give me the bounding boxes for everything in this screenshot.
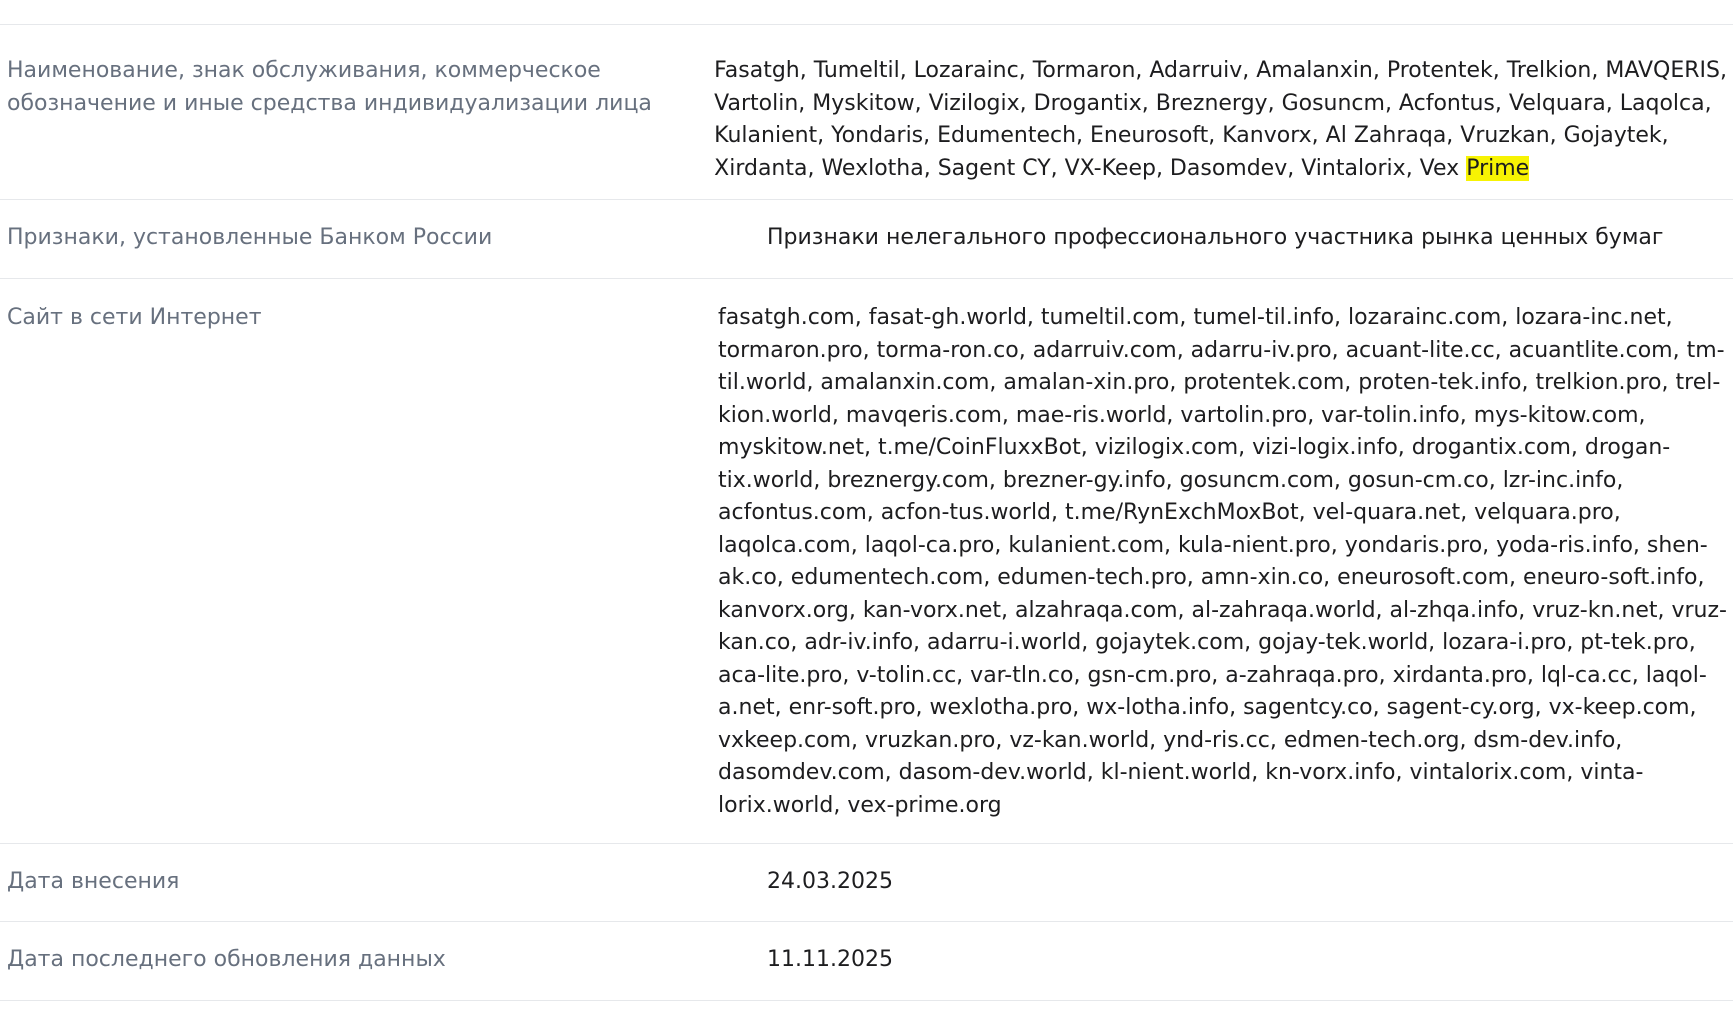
table-top-divider bbox=[0, 0, 1733, 25]
row-date-added-label: Дата внесения bbox=[7, 869, 180, 894]
row-name-last-line: Xirdanta, Wexlotha, Sagent CY, VX-Keep, Dasomdev, Vintalorix, Vex Prime bbox=[714, 155, 1530, 181]
row-date-updated bbox=[0, 922, 1733, 1001]
row-date-added bbox=[0, 844, 1733, 922]
row-site bbox=[0, 279, 1733, 844]
row-date-added-value: 24.03.2025 bbox=[767, 869, 893, 894]
row-signs-label: Признаки, установленные Банком России bbox=[7, 225, 493, 250]
row-site-label: Сайт в сети Интернет bbox=[7, 305, 262, 330]
row-name-label: Наименование, знак обслуживания, коммерческое обозначение и иные средства индивидуализации лица bbox=[7, 58, 652, 116]
row-signs-value: Признаки нелегального профессионального участника рынка ценных бумаг bbox=[767, 225, 1664, 250]
row-date-updated-value: 11.11.2025 bbox=[767, 947, 893, 972]
row-site-value: fasatgh.com, fasat-gh.world, tumeltil.com, tumel-til.info, lozarainc.com, lozara-inc.net, tormaron.pro, torma-ron.co, adarruiv.com, adarru-iv.pro, acuant-lite.cc, acuantlite.com, tm- til.world, amalanxin.com, amalan-xin.pro, protentek.com, proten-tek.info, trelkion.pro, trel- kion.world, mavqeris.com, mae-ris.world, vartolin.pro, var-tolin.info, mys-kitow.com, myskitow.net, t.me/CoinFluxxBot, vizilogix.com, vizi-logix.info, drogantix.com, drogan- tix.world, breznergy.com, brezner-gy.info, gosuncm.com, gosun-cm.co, lzr-inc.info, acfontus.com, acfon-tus.world, t.me/RynExchMoxBot, vel-quara.net, velquara.pro, laqolca.com, laqol-ca.pro, kulanient.com, kula-nient.pro, yondaris.pro, yoda-ris.info, shen- ak.co, edumentech.com, edumen-tech.pro, amn-xin.co, eneurosoft.com, eneuro-soft.info, kanvorx.org, kan-vorx.net, alzahraqa.com, al-zahraqa.world, al-zhqa.info, vruz-kn.net, vruz- kan.co, adr-iv.info, adarru-i.world, gojaytek.com, gojay-tek.world, lozara-i.pro, pt-tek.pro, aca-lite.pro, v-tolin.cc, var-tln.co, gsn-cm.pro, a-zahraqa.pro, xirdanta.pro, lql-ca.cc, laqol- a.net, enr-soft.pro, wexlotha.pro, wx-lotha.info, sagentcy.co, sagent-cy.org, vx-keep.com, vxkeep.com, vruzkan.pro, vz-kan.world, ynd-ris.cc, edmen-tech.org, dsm-dev.info, dasomdev.com, dasom-dev.world, kl-nient.world, kn-vorx.info, vintalorix.com, vinta- lorix.world, vex-prime.org bbox=[718, 305, 1727, 818]
row-signs bbox=[0, 200, 1733, 279]
row-date-updated-label: Дата последнего обновления данных bbox=[7, 947, 446, 972]
search-highlight: Prime bbox=[1466, 155, 1530, 181]
row-name-value: Fasatgh, Tumeltil, Lozarainc, Tormaron, Adarruiv, Amalanxin, Protentek, Trelkion, MAVQERIS, Vartolin, Myskitow, Vizilogix, Drogantix, Breznergy, Gosuncm, Acfontus, Velquara, Laqolca, Kulanient, Yondaris, Edumentech, Eneurosoft, Kanvorx, Al Zahraqa, Vruzkan, Gojaytek, Xirdanta, Wexlotha, Sagent CY, VX-Keep, Dasomdev, Vintalorix, Vex Prime bbox=[714, 55, 1733, 199]
row-name bbox=[0, 25, 1733, 200]
